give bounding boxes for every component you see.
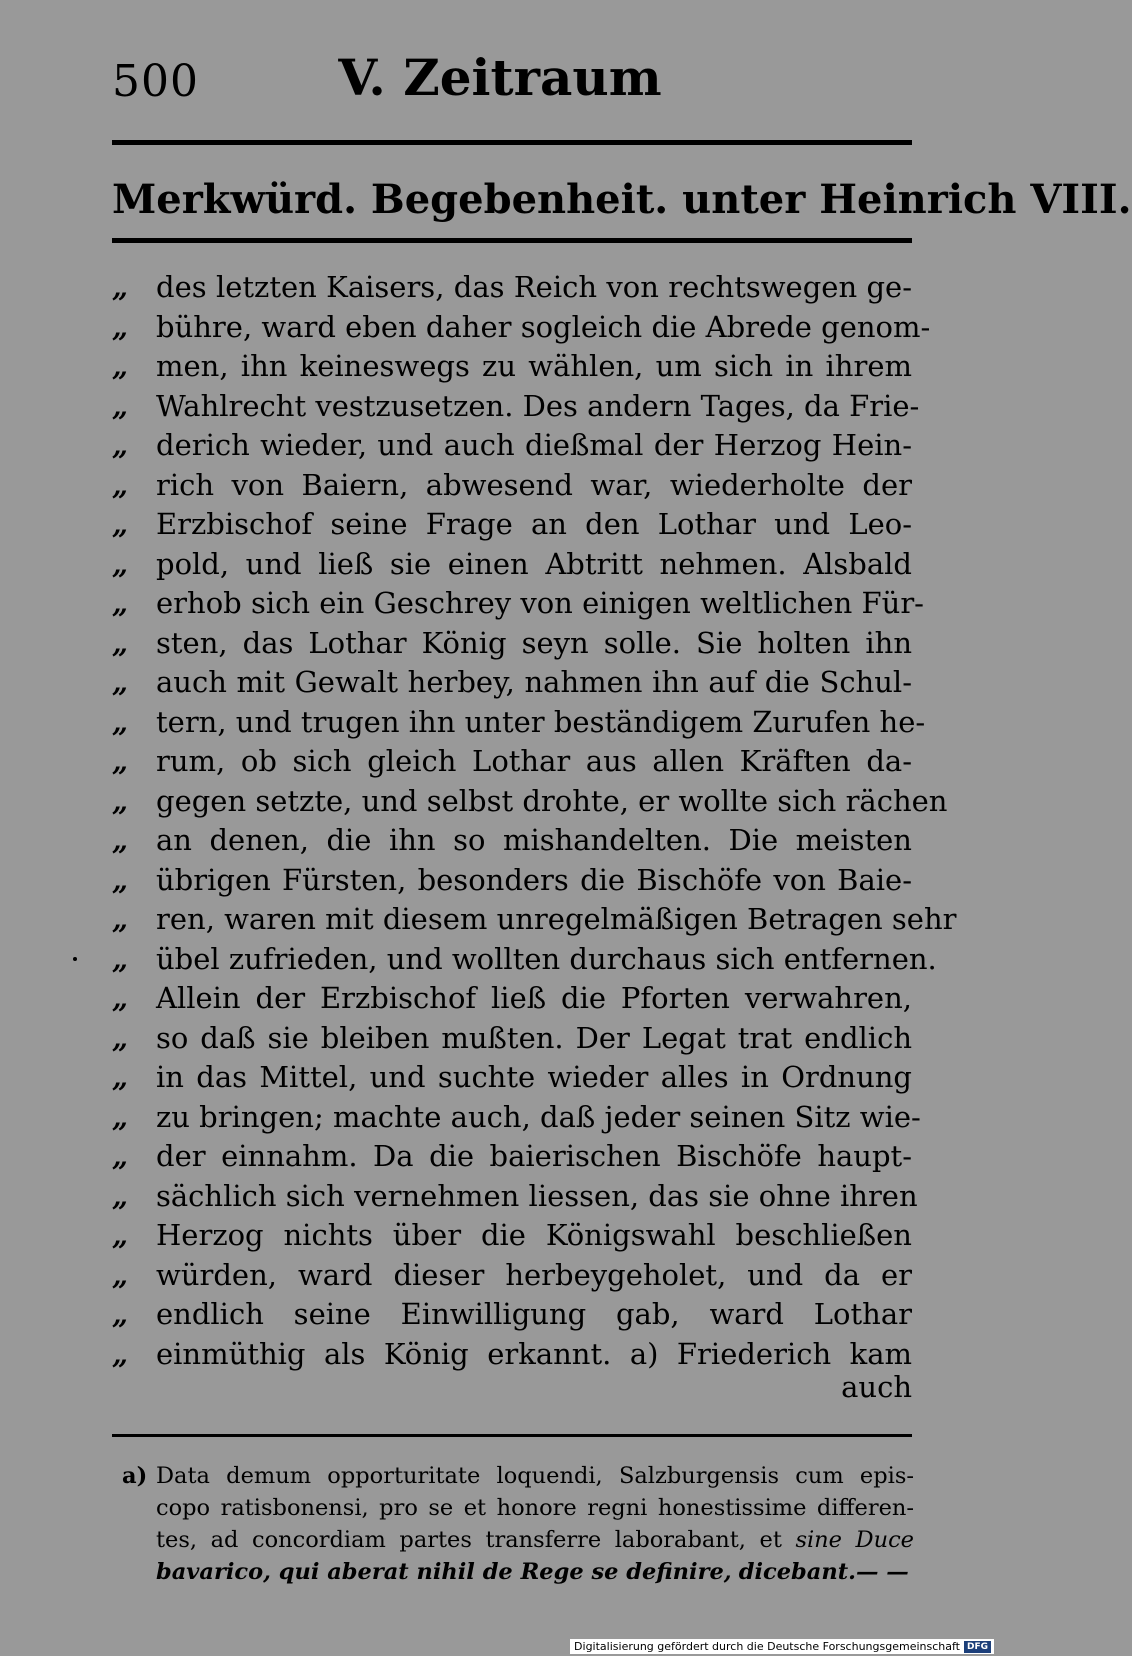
text-line: [112, 940, 937, 980]
quote-mark: „: [112, 1258, 129, 1292]
text-line: [112, 821, 912, 861]
text-line: [112, 1256, 912, 1296]
line-text: des letzten Kaisers, das Reich von rechtswegen ge-: [156, 270, 912, 304]
line-text: Allein der Erzbischof ließ die Pforten verwahren,: [156, 981, 912, 1015]
text-line: [112, 505, 912, 545]
dfg-logo: DFG: [964, 1641, 991, 1653]
line-text: an denen, die ihn so mishandelten. Die meisten: [156, 823, 912, 857]
footnote-italic: sine Duce: [795, 1527, 914, 1553]
line-text: men, ihn keineswegs zu wählen, um sich in ihrem: [156, 349, 912, 383]
footnote-line: tes, ad concordiam partes transferre laborabant, et: [156, 1527, 782, 1553]
footnote-line: copo ratisbonensi, pro se et honore regni honestissime differen-: [156, 1495, 914, 1521]
quote-mark: „: [112, 863, 129, 897]
line-text: rich von Baiern, abwesend war, wiederholte der: [156, 467, 912, 502]
line-text: der einnahm. Da die baierischen Bischöfe haupt-: [156, 1139, 912, 1173]
quote-mark: „: [112, 1140, 129, 1173]
line-text: ren, waren mit diesem unregelmäßigen Betragen sehr: [156, 902, 957, 936]
quote-mark: „: [112, 705, 129, 739]
text-line: [112, 466, 912, 506]
section-heading: Merkwürd. Begebenheit. unter Heinrich VIII.: [112, 176, 1132, 223]
page-number: 500: [112, 56, 199, 107]
line-text: pold, und ließ sie einen Abtritt nehmen. Alsbald: [156, 546, 912, 581]
quote-mark: „: [112, 784, 129, 818]
line-text: endlich seine Einwilligung gab, ward Lothar: [156, 1297, 912, 1331]
text-line: [112, 782, 948, 822]
quote-mark: „: [112, 1061, 129, 1094]
text-line: [112, 663, 912, 703]
text-line: [112, 624, 912, 664]
quote-mark: „: [112, 942, 129, 976]
line-text: übrigen Fürsten, besonders die Bischöfe von Baie-: [156, 862, 912, 897]
line-text: rum, ob sich gleich Lothar aus allen Kräften da-: [156, 744, 912, 778]
line-text: derich wieder, und auch dießmal der Herzog Hein-: [156, 428, 912, 462]
quote-mark: „: [112, 429, 129, 462]
line-text: in das Mittel, und suchte wieder alles in Ordnung: [156, 1060, 912, 1094]
footnote-line: dicebant.— —: [738, 1559, 909, 1585]
quote-mark: „: [112, 271, 129, 304]
credit-text: Digitalisierung gefördert durch die Deutsche Forschungsgemeinschaft: [574, 1640, 960, 1653]
line-text: bühre, ward eben daher sogleich die Abrede genom-: [156, 309, 931, 344]
quote-mark: „: [112, 1219, 129, 1252]
text-line: [112, 1019, 912, 1059]
line-text: so daß sie bleiben mußten. Der Legat trat endlich: [156, 1020, 912, 1055]
header-rule: [112, 140, 912, 145]
scan-speck: [73, 957, 77, 961]
quote-mark: „: [112, 389, 129, 423]
text-line: [112, 387, 920, 427]
line-text: übel zufrieden, und wollten durchaus sich entfernen.: [156, 941, 937, 976]
line-text: sächlich sich vernehmen liessen, das sie ohne ihren: [156, 1178, 918, 1213]
digitization-credit: [570, 1639, 994, 1654]
text-line: [112, 1335, 912, 1375]
line-text: auch mit Gewalt herbey, nahmen ihn auf die Schul-: [156, 665, 912, 699]
footnote-marker: a): [122, 1463, 148, 1489]
quote-mark: „: [112, 1337, 129, 1371]
text-line: [112, 900, 957, 940]
text-line: [112, 308, 931, 348]
quote-mark: „: [112, 350, 129, 383]
section-rule: [112, 238, 912, 243]
text-line: [112, 1295, 912, 1335]
text-line: [112, 1177, 918, 1217]
quote-mark: „: [112, 310, 129, 344]
quote-mark: „: [112, 1100, 129, 1134]
footnote: [122, 1460, 914, 1588]
body-text: [112, 268, 957, 1374]
text-line: [112, 584, 924, 624]
text-line: [112, 1058, 912, 1098]
quote-mark: „: [112, 508, 129, 541]
quote-mark: „: [112, 982, 129, 1015]
quote-mark: „: [112, 745, 129, 778]
footnote-rule: [112, 1434, 912, 1437]
quote-mark: „: [112, 1179, 129, 1213]
text-line: [112, 742, 912, 782]
text-line: [112, 979, 912, 1019]
quote-mark: „: [112, 1298, 129, 1331]
quote-mark: „: [112, 626, 129, 660]
quote-mark: „: [112, 587, 129, 620]
line-text: gegen setzte, und selbst drohte, er wollte sich rächen: [156, 783, 948, 818]
text-line: [112, 268, 912, 308]
text-line: [112, 1137, 912, 1177]
line-text: sten, das Lothar König seyn solle. Sie holten ihn: [156, 625, 912, 660]
text-line: [112, 861, 912, 901]
text-line: [112, 347, 912, 387]
line-text: einmüthig als König erkannt. a) Friederich kam: [156, 1336, 912, 1371]
text-line: [112, 426, 912, 466]
text-line: [112, 1098, 921, 1138]
line-text: tern, und trugen ihn unter beständigem Zurufen he-: [156, 704, 926, 739]
line-text: zu bringen; machte auch, daß jeder seinen Sitz wie-: [156, 1099, 921, 1134]
text-line: [112, 703, 926, 743]
quote-mark: „: [112, 1021, 129, 1055]
footnote-italic: bavarico, qui aberat nihil de Rege se definire,: [156, 1559, 732, 1585]
line-text: Wahlrecht vestzusetzen. Des andern Tages, da Frie-: [156, 388, 920, 423]
text-line: [112, 545, 912, 585]
quote-mark: „: [112, 824, 129, 857]
quote-mark: „: [112, 903, 129, 936]
line-text: erhob sich ein Geschrey von einigen weltlichen Für-: [156, 586, 924, 620]
quote-mark: „: [112, 468, 129, 502]
quote-mark: „: [112, 547, 129, 581]
quote-mark: „: [112, 666, 129, 699]
catchword: auch: [841, 1370, 912, 1404]
text-line: [112, 1216, 912, 1256]
line-text: Erzbischof seine Frage an den Lothar und Leo-: [156, 507, 912, 541]
line-text: Herzog nichts über die Königswahl beschließen: [156, 1218, 912, 1252]
running-title: V. Zeitraum: [338, 48, 662, 107]
line-text: würden, ward dieser herbeygeholet, und da er: [156, 1257, 912, 1292]
footnote-line: Data demum opporturitate loquendi, Salzburgensis cum epis-: [156, 1463, 914, 1489]
